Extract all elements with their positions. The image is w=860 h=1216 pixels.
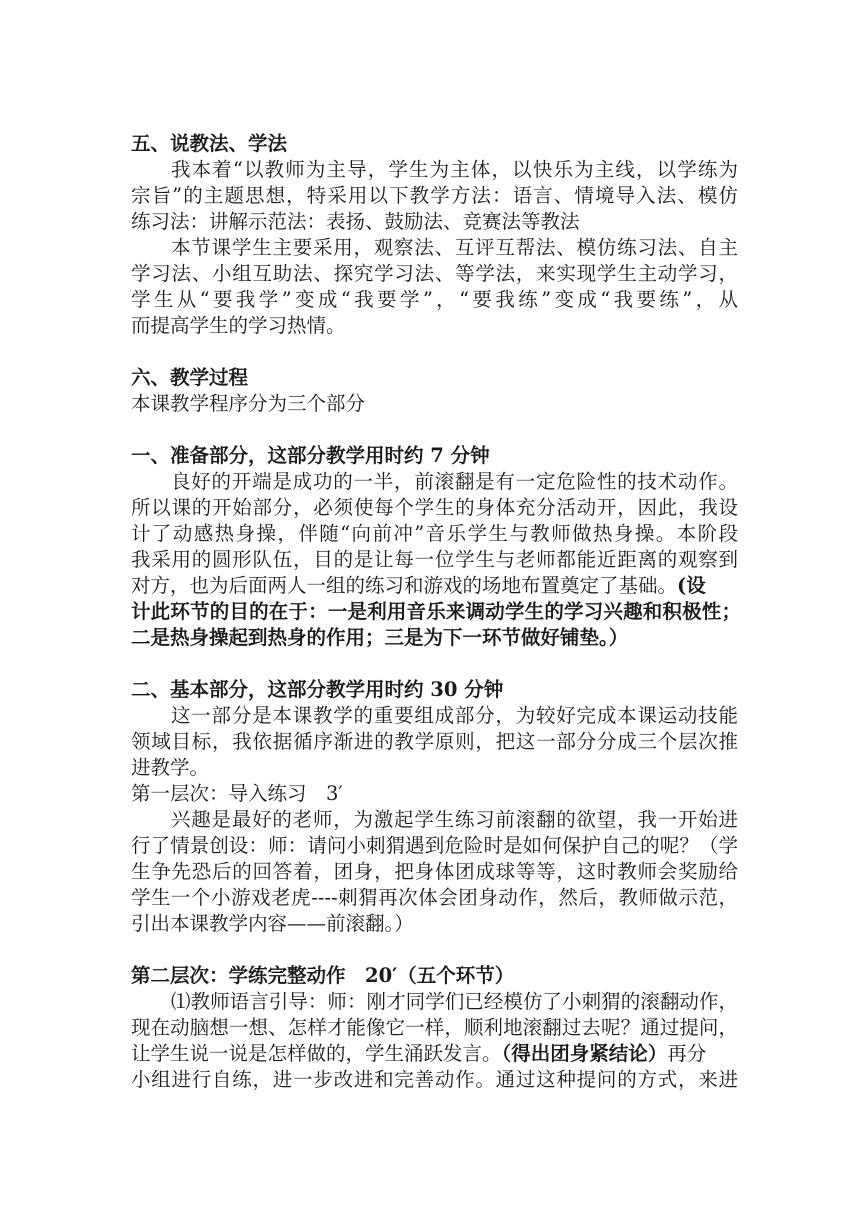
paragraph-line: 宗旨”的主题思想，特采用以下教学方法：语言、情境导入法、模仿 xyxy=(131,184,738,207)
emphasis-line: 计此环节的目的在于：一是利用音乐来调动学生的学习兴趣和积极性； xyxy=(131,600,741,623)
emphasis-text: （得出团身紧结论） xyxy=(501,1042,668,1065)
paragraph-line xyxy=(131,573,706,599)
paragraph-text: 再分 xyxy=(667,1042,707,1065)
paragraph-line: 所以课的开始部分，必须使每个学生的身体充分活动开，因此，我设 xyxy=(131,496,738,519)
layer-heading-2: 第二层次：学练完整动作 20′（五个环节） xyxy=(131,964,515,987)
paragraph-line: 进教学。 xyxy=(131,756,210,779)
paragraph-line: 学习法、小组互助法、探究学习法、等学法，来实现学生主动学习， xyxy=(131,262,738,285)
paragraph-line: 小组进行自练，进一步改进和完善动作。通过这种提问的方式，来进 xyxy=(131,1068,738,1091)
paragraph-line: 引出本课教学内容——前滚翻。） xyxy=(131,912,414,935)
paragraph-text: 让学生说一说是怎样做的，学生涌跃发言。 xyxy=(131,1042,502,1065)
paragraph-line: 行了情景创设：师：请问小刺猬遇到危险时是如何保护自己的呢？（学 xyxy=(131,834,738,857)
paragraph-line: 生争先恐后的回答着，团身，把身体团成球等等，这时教师会奖励给 xyxy=(131,860,738,883)
paragraph-line: 计了动感热身操，伴随“向前冲”音乐学生与教师做热身操。本阶段 xyxy=(131,522,738,545)
emphasis-text: (设 xyxy=(677,574,706,597)
paragraph-line: 现在动脑想一想、怎样才能像它一样，顺利地滚翻过去呢？通过提问， xyxy=(131,1016,738,1039)
paragraph-line: 良好的开端是成功的一半，前滚翻是有一定危险性的技术动作。 xyxy=(171,470,738,493)
part-heading-preparation: 一、准备部分，这部分教学用时约 7 分钟 xyxy=(131,444,490,467)
part-heading-basic: 二、基本部分，这部分教学用时约 30 分钟 xyxy=(131,678,504,701)
paragraph-line: 而提高学生的学习热情。 xyxy=(131,314,346,337)
section-heading-methods: 五、说教法、学法 xyxy=(131,132,288,155)
paragraph-line: 我本着“以教师为主导，学生为主体，以快乐为主线，以学练为 xyxy=(171,158,738,181)
paragraph-line xyxy=(131,1041,706,1067)
paragraph-line: 学生一个小游戏老虎----刺猬再次体会团身动作，然后，教师做示范， xyxy=(131,886,738,909)
paragraph-line: 练习法：讲解示范法：表扬、鼓励法、竞赛法等教法 xyxy=(131,210,580,233)
section-heading-process: 六、教学过程 xyxy=(131,366,249,389)
layer-heading-1: 第一层次：导入练习 3′ xyxy=(131,782,343,805)
paragraph-line: 领域目标，我依据循序渐进的教学原则，把这一部分分成三个层次推 xyxy=(131,730,738,753)
paragraph-line: 本节课学生主要采用，观察法、互评互帮法、模仿练习法、自主 xyxy=(171,236,738,259)
paragraph-line: ⑴教师语言引导：师：刚才同学们已经模仿了小刺猬的滚翻动作， xyxy=(171,990,738,1013)
paragraph-line: 本课教学程序分为三个部分 xyxy=(131,392,366,415)
emphasis-line: 二是热身操起到热身的作用；三是为下一环节做好铺垫。） xyxy=(131,626,629,649)
paragraph-line: 这一部分是本课教学的重要组成部分，为较好完成本课运动技能 xyxy=(171,704,738,727)
paragraph-line: 我采用的圆形队伍，目的是让每一位学生与老师都能近距离的观察到 xyxy=(131,548,738,571)
paragraph-line: 学生从“要我学”变成“我要学”，“要我练”变成“我要练”，从 xyxy=(131,288,738,311)
paragraph-text: 对方，也为后面两人一组的练习和游戏的场地布置奠定了基础。 xyxy=(131,574,678,597)
paragraph-line: 兴趣是最好的老师，为激起学生练习前滚翻的欲望，我一开始进 xyxy=(171,808,738,831)
